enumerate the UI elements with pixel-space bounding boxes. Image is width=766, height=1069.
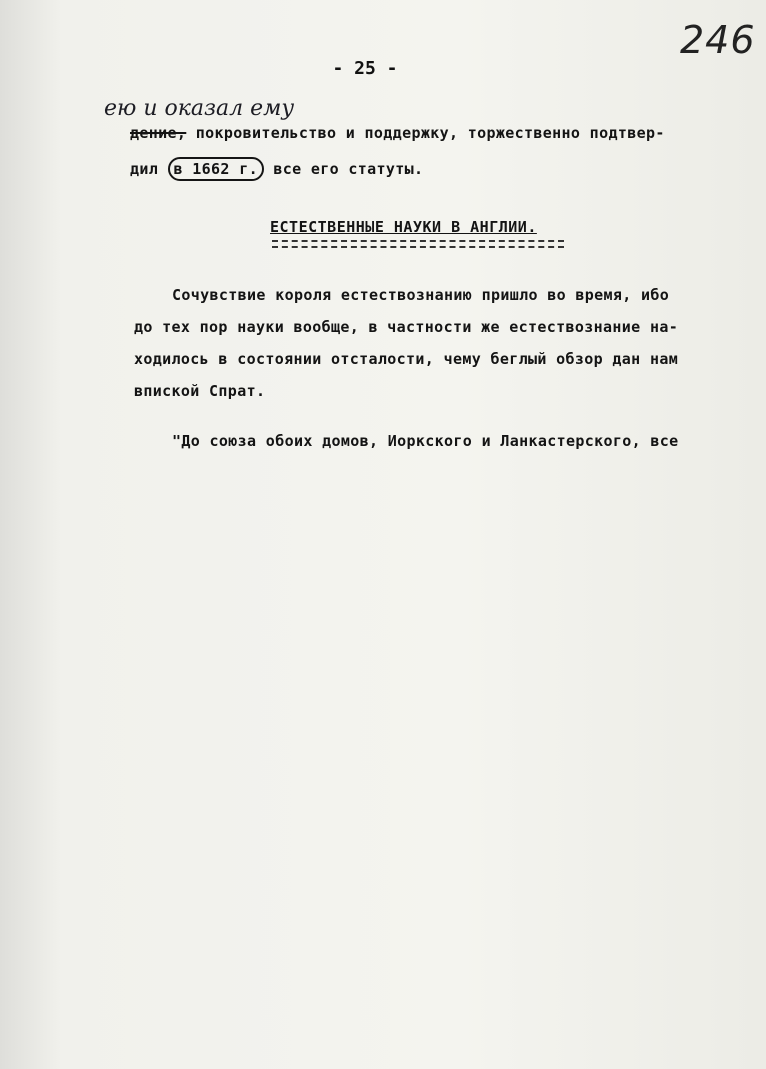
line-2-post: все его статуты. <box>263 160 424 178</box>
struck-word: дение, <box>130 124 187 142</box>
text-line: впиской Спрат. <box>134 382 266 400</box>
text-line: Сочувствие короля естествознанию пришло во время, ибо <box>172 286 670 304</box>
circled-date: в 1662 г. <box>168 157 264 181</box>
text-line-1 <box>130 124 665 142</box>
text-line: ходилось в состоянии отсталости, чему беглый обзор дан нам <box>134 350 679 368</box>
archive-number: 246 <box>680 18 756 62</box>
text-line: до тех пор науки вообще, в частности же естествознание на- <box>134 318 679 336</box>
page-number: - 25 - <box>332 58 398 79</box>
line-1-post: торжественно подтвер- <box>467 124 665 142</box>
text-line-2 <box>130 160 423 178</box>
line-1-text: покровительство и поддержку, <box>195 124 468 142</box>
section-heading: ЕСТЕСТВЕННЫЕ НАУКИ В АНГЛИИ. <box>270 218 537 236</box>
line-2-pre: дил <box>130 160 168 178</box>
heading-double-rule <box>272 240 564 248</box>
text-line: "До союза обоих домов, Иоркского и Ланкастерского, все <box>172 432 679 450</box>
handwritten-insert-top: ею и оказал ему <box>104 96 295 121</box>
